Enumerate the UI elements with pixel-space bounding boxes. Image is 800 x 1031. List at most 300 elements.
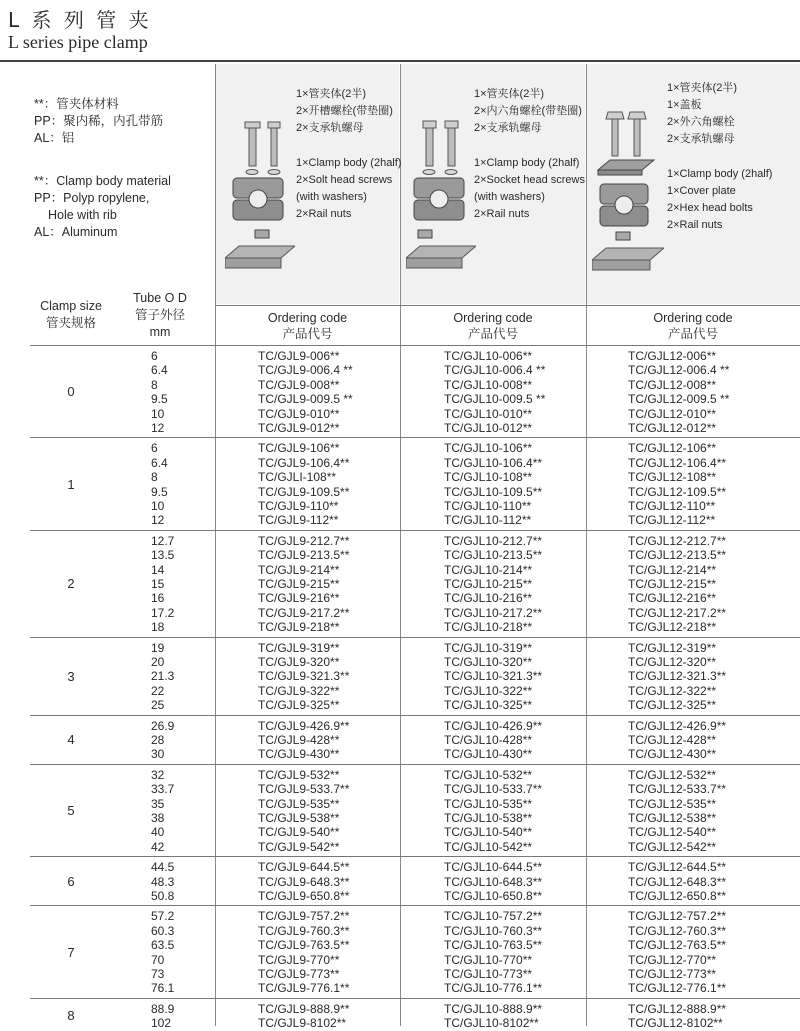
gjl12-code-cell: TC/GJL12-325**: [628, 698, 717, 713]
gjl10-code-cell: TC/GJL10-106.4**: [444, 455, 543, 470]
gjl12-code-cell: TC/GJL12-319**: [628, 640, 717, 655]
header-line: 产品代号: [282, 327, 333, 341]
gjl10-code-cell: TC/GJL10-532**: [444, 767, 533, 782]
tube-od-cell: 16: [151, 591, 165, 606]
gjl9-code-cell: TC/GJL9-426.9**: [258, 718, 350, 733]
header-rule: [215, 305, 800, 306]
tube-od-cell: 12: [151, 421, 165, 435]
gjl9-code-cell: TC/GJL9-112**: [258, 513, 339, 528]
gjl10-code-cell: TC/GJL10-218**: [444, 620, 533, 635]
table-row: [30, 577, 800, 591]
table-row: [30, 875, 800, 889]
header-ordering-code-gjl12: [586, 310, 800, 342]
clamp-kit-cover-plate-illustration: [592, 110, 664, 300]
gjl10-code-cell: TC/GJL10-540**: [444, 825, 533, 840]
tube-od-cell: 48.3: [151, 874, 175, 889]
table-row: [30, 889, 800, 903]
tube-od-cell: 8: [151, 470, 158, 485]
table-row: [30, 641, 800, 655]
tube-od-cell: 14: [151, 562, 165, 577]
table-row: [30, 485, 800, 499]
gjl12-code-cell: TC/GJL12-542**: [628, 839, 717, 854]
table-row: [30, 981, 800, 995]
tube-od-cell: 17.2: [151, 605, 175, 620]
gjl12-code-cell: TC/GJL12-426.9**: [628, 718, 727, 733]
header-ordering-code-gjl9: [215, 310, 400, 342]
clamp-kit-socket-illustration: [406, 118, 476, 300]
gjl10-code-cell: TC/GJL10-426.9**: [444, 718, 543, 733]
kit-line: 2×支承轨螺母: [667, 133, 735, 145]
kit-line: 2×Hex head bolts: [667, 202, 753, 214]
gjl9-code-cell: TC/GJL9-321.3**: [258, 669, 350, 684]
table-row: [30, 534, 800, 548]
gjl9-code-cell: TC/GJL9-012**: [258, 421, 340, 435]
gjl10-code-cell: TC/GJL10-650.8**: [444, 888, 543, 903]
gjl9-code-cell: TC/GJL9-770**: [258, 952, 340, 967]
table-row: [30, 782, 800, 796]
gjl10-code-cell: TC/GJL10-8102**: [444, 1016, 539, 1031]
gjl10-code-cell: TC/GJL10-320**: [444, 654, 533, 669]
table-row: [30, 825, 800, 839]
note-line: PP：聚内稀，内孔带筋: [34, 114, 164, 128]
gjl12-code-cell: TC/GJL12-773**: [628, 966, 717, 981]
tube-od-cell: 57.2: [151, 909, 175, 924]
table-row: [30, 719, 800, 733]
tube-od-cell: 88.9: [151, 1001, 175, 1016]
clamp-size-label: 7: [67, 944, 75, 960]
tube-od-cell: 10: [151, 406, 165, 421]
gjl9-code-cell: TC/GJL9-320**: [258, 654, 340, 669]
kit-line: 2×Socket head screws: [474, 174, 585, 186]
gjl12-code-cell: TC/GJL12-109.5**: [628, 484, 727, 499]
kit-contents-gjl12: [667, 80, 772, 234]
clamp-size-label: 8: [67, 1008, 75, 1024]
gjl9-code-cell: TC/GJL9-216**: [258, 591, 340, 606]
header-ordering-code-gjl10: [400, 310, 586, 342]
header-line: mm: [149, 325, 171, 339]
tube-od-cell: 6: [151, 441, 158, 456]
tube-od-cell: 25: [151, 698, 165, 713]
clamp-size-label: 1: [67, 476, 75, 492]
material-notes-cn: [34, 96, 171, 147]
gjl9-code-cell: TC/GJL9-428**: [258, 732, 340, 747]
gjl12-code-cell: TC/GJL12-321.3**: [628, 669, 727, 684]
gjl12-code-cell: TC/GJL12-650.8**: [628, 888, 727, 903]
gjl9-code-cell: TC/GJL9-006.4 **: [258, 363, 353, 378]
group-divider: [30, 637, 800, 638]
gjl10-code-cell: TC/GJL10-108**: [444, 470, 533, 485]
gjl9-code-cell: TC/GJL9-009.5 **: [258, 392, 353, 407]
gjl10-code-cell: TC/GJL10-322**: [444, 683, 533, 698]
tube-od-cell: 44.5: [151, 860, 175, 875]
kit-line: 1×管夹体(2半): [296, 88, 366, 100]
note-line: AL：Aluminum: [34, 225, 118, 239]
gjl10-code-cell: TC/GJL10-112**: [444, 513, 532, 528]
group-divider: [30, 856, 800, 857]
header-clamp-size: [30, 298, 112, 332]
gjl9-code-cell: TC/GJL9-106**: [258, 441, 340, 456]
tube-od-cell: 18: [151, 620, 165, 635]
gjl12-code-cell: TC/GJL12-540**: [628, 825, 717, 840]
clamp-size-group: [30, 1002, 800, 1031]
kit-line: 2×Rail nuts: [474, 208, 530, 220]
clamp-size-label: 0: [67, 384, 75, 400]
tube-od-cell: 102: [151, 1016, 172, 1031]
table-row: [30, 456, 800, 470]
group-divider: [30, 764, 800, 765]
gjl9-code-cell: TC/GJL9-109.5**: [258, 484, 350, 499]
gjl10-code-cell: TC/GJL10-430**: [444, 747, 533, 762]
gjl9-code-cell: TC/GJL9-776.1**: [258, 981, 350, 996]
gjl10-code-cell: TC/GJL10-325**: [444, 698, 533, 713]
gjl10-code-cell: TC/GJL10-776.1**: [444, 981, 543, 996]
table-row: [30, 363, 800, 377]
material-notes: [34, 96, 171, 241]
tube-od-cell: 35: [151, 796, 165, 811]
tube-od-cell: 63.5: [151, 938, 175, 953]
note-line: AL：铝: [34, 131, 75, 145]
kit-contents-gjl10: [474, 86, 585, 223]
tube-od-cell: 30: [151, 747, 165, 762]
table-row: [30, 620, 800, 634]
gjl9-code-cell: TC/GJL9-319**: [258, 640, 340, 655]
gjl12-code-cell: TC/GJL12-776.1**: [628, 981, 727, 996]
gjl10-code-cell: TC/GJL10-644.5**: [444, 860, 543, 875]
gjl12-code-cell: TC/GJL12-106**: [628, 441, 717, 456]
note-line: PP：Polyp ropylene,: [34, 191, 150, 205]
gjl9-code-cell: TC/GJL9-110**: [258, 498, 339, 513]
gjl10-code-cell: TC/GJL10-428**: [444, 732, 533, 747]
gjl12-code-cell: TC/GJL12-770**: [628, 952, 717, 967]
gjl10-code-cell: TC/GJL10-009.5 **: [444, 392, 546, 407]
clamp-kit-socket-illustration: [225, 118, 295, 300]
gjl9-code-cell: TC/GJL9-008**: [258, 377, 340, 392]
gjl9-code-cell: TC/GJL9-325**: [258, 698, 340, 713]
gjl9-code-cell: TC/GJL9-888.9**: [258, 1001, 350, 1016]
gjl12-code-cell: TC/GJL12-006**: [628, 349, 717, 363]
table-row: [30, 470, 800, 484]
header-line: 管子外径: [134, 308, 185, 322]
table-row: [30, 698, 800, 712]
header-line: Tube O D: [133, 291, 187, 305]
tube-od-cell: 32: [151, 767, 165, 782]
tube-od-cell: 33.7: [151, 782, 175, 797]
gjl10-code-cell: TC/GJL10-757.2**: [444, 909, 543, 924]
note-line: **：管夹体材料: [34, 97, 119, 111]
gjl12-code-cell: TC/GJL12-213.5**: [628, 548, 727, 563]
tube-od-cell: 12: [151, 513, 165, 528]
tube-od-cell: 15: [151, 576, 165, 591]
gjl9-code-cell: TC/GJL9-430**: [258, 747, 340, 762]
header-rule: [30, 345, 800, 346]
gjl10-code-cell: TC/GJL10-319**: [444, 640, 533, 655]
gjl9-code-cell: TC/GJL9-8102**: [258, 1016, 347, 1031]
gjl12-code-cell: TC/GJL12-535**: [628, 796, 717, 811]
gjl10-code-cell: TC/GJL10-888.9**: [444, 1001, 543, 1016]
tube-od-cell: 76.1: [151, 981, 175, 996]
gjl10-code-cell: TC/GJL10-770**: [444, 952, 533, 967]
clamp-size-group: [30, 909, 800, 995]
gjl12-code-cell: TC/GJL12-217.2**: [628, 605, 727, 620]
clamp-size-group: [30, 860, 800, 903]
gjl12-code-cell: TC/GJL12-218**: [628, 620, 717, 635]
gjl12-code-cell: TC/GJL12-532**: [628, 767, 717, 782]
gjl12-code-cell: TC/GJL12-010**: [628, 406, 717, 421]
tube-od-cell: 60.3: [151, 923, 175, 938]
gjl9-code-cell: TC/GJL9-010**: [258, 406, 340, 421]
table-row: [30, 513, 800, 527]
header-line: Ordering code: [453, 311, 533, 325]
table-row: [30, 421, 800, 435]
gjl12-code-cell: TC/GJL12-533.7**: [628, 782, 727, 797]
clamp-size-label: 4: [67, 732, 75, 748]
gjl12-code-cell: TC/GJL12-322**: [628, 683, 717, 698]
table-row: [30, 938, 800, 952]
header-line: 管夹规格: [45, 316, 96, 330]
gjl12-code-cell: TC/GJL12-430**: [628, 747, 717, 762]
kit-line: 2×内六角螺栓(带垫圈): [474, 105, 582, 117]
gjl12-code-cell: TC/GJL12-215**: [628, 576, 717, 591]
group-divider: [30, 715, 800, 716]
table-row: [30, 563, 800, 577]
gjl12-code-cell: TC/GJL12-216**: [628, 591, 717, 606]
header-tube-od: [120, 290, 200, 341]
tube-od-cell: 28: [151, 732, 165, 747]
kit-line: 1×Clamp body (2half): [474, 157, 580, 169]
table-row: [30, 655, 800, 669]
tube-od-cell: 22: [151, 683, 165, 698]
note-line: Hole with rib: [48, 208, 117, 222]
kit-line: 1×Clamp body (2half): [667, 168, 773, 180]
gjl9-code-cell: TC/GJL9-532**: [258, 767, 340, 782]
gjl12-code-cell: TC/GJL12-008**: [628, 377, 717, 392]
gjl10-code-cell: TC/GJL10-008**: [444, 377, 533, 392]
gjl10-code-cell: TC/GJL10-535**: [444, 796, 533, 811]
gjl9-code-cell: TC/GJL9-218**: [258, 620, 340, 635]
gjl9-code-cell: TC/GJL9-540**: [258, 825, 340, 840]
tube-od-cell: 6: [151, 349, 158, 363]
header-line: 产品代号: [467, 327, 518, 341]
kit-line: (with washers): [296, 191, 367, 203]
gjl9-code-cell: TC/GJL9-213.5**: [258, 548, 350, 563]
table-row: [30, 924, 800, 938]
gjl10-code-cell: TC/GJL10-109.5**: [444, 484, 543, 499]
tube-od-cell: 9.5: [151, 484, 168, 499]
table-row: [30, 378, 800, 392]
header-line: Ordering code: [653, 311, 733, 325]
table-row: [30, 548, 800, 562]
table-row: [30, 606, 800, 620]
gjl12-code-cell: TC/GJL12-112**: [628, 513, 716, 528]
clamp-size-group: [30, 768, 800, 854]
tube-od-cell: 40: [151, 825, 165, 840]
header-line: Ordering code: [267, 311, 348, 325]
tube-od-cell: 26.9: [151, 718, 175, 733]
table-row: [30, 441, 800, 455]
material-notes-en: [34, 173, 171, 241]
gjl9-code-cell: TC/GJL9-533.7**: [258, 782, 350, 797]
tube-od-cell: 20: [151, 654, 165, 669]
gjl9-code-cell: TC/GJL9-757.2**: [258, 909, 350, 924]
gjl10-code-cell: TC/GJL10-006.4 **: [444, 363, 546, 378]
table-row: [30, 733, 800, 747]
table-row: [30, 407, 800, 421]
table-row: [30, 967, 800, 981]
title-rule: [0, 60, 800, 62]
kit-line: 2×开槽螺栓(带垫圈): [296, 105, 393, 117]
kit-line: 2×Rail nuts: [296, 208, 352, 220]
gjl9-code-cell: TC/GJL9-322**: [258, 683, 340, 698]
gjl10-code-cell: TC/GJL10-214**: [444, 562, 533, 577]
gjl12-code-cell: TC/GJL12-538**: [628, 810, 717, 825]
table-row: [30, 349, 800, 363]
gjl10-code-cell: TC/GJL10-217.2**: [444, 605, 543, 620]
tube-od-cell: 50.8: [151, 888, 175, 903]
gjl12-code-cell: TC/GJL12-760.3**: [628, 923, 727, 938]
table-row: [30, 840, 800, 854]
clamp-size-label: 6: [67, 873, 75, 889]
header-line: Clamp size: [40, 299, 102, 313]
kit-line: 1×Cover plate: [667, 185, 736, 197]
kit-line: 2×外六角螺栓: [667, 116, 735, 128]
gjl12-code-cell: TC/GJL12-012**: [628, 421, 717, 435]
gjl12-code-cell: TC/GJL12-006.4 **: [628, 363, 730, 378]
tube-od-cell: 6.4: [151, 455, 168, 470]
gjl12-code-cell: TC/GJL12-8102**: [628, 1016, 723, 1031]
table-row: [30, 1016, 800, 1030]
gjl9-code-cell: TC/GJL9-215**: [258, 576, 340, 591]
table-row: [30, 797, 800, 811]
tube-od-cell: 70: [151, 952, 165, 967]
table-row: [30, 684, 800, 698]
gjl9-code-cell: TC/GJLI-108**: [258, 470, 337, 485]
tube-od-cell: 19: [151, 640, 165, 655]
gjl10-code-cell: TC/GJL10-110**: [444, 498, 532, 513]
gjl10-code-cell: TC/GJL10-542**: [444, 839, 533, 854]
group-divider: [30, 998, 800, 999]
clamp-size-label: 2: [67, 576, 75, 592]
clamp-size-group: [30, 719, 800, 762]
clamp-size-group: [30, 441, 800, 527]
tube-od-cell: 21.3: [151, 669, 175, 684]
clamp-size-group: [30, 349, 800, 435]
title-cn: L 系 列 管 夹: [8, 8, 152, 32]
kit-line: 1×Clamp body (2half): [296, 157, 402, 169]
table-row: [30, 747, 800, 761]
gjl12-code-cell: TC/GJL12-214**: [628, 562, 717, 577]
kit-line: 1×管夹体(2半): [474, 88, 544, 100]
kit-line: (with washers): [474, 191, 545, 203]
gjl10-code-cell: TC/GJL10-106**: [444, 441, 533, 456]
note-line: **：Clamp body material: [34, 174, 171, 188]
gjl9-code-cell: TC/GJL9-006**: [258, 349, 340, 363]
table-row: [30, 768, 800, 782]
table-row: [30, 953, 800, 967]
gjl10-code-cell: TC/GJL10-760.3**: [444, 923, 543, 938]
gjl10-code-cell: TC/GJL10-213.5**: [444, 548, 543, 563]
kit-line: 1×管夹体(2半): [667, 82, 737, 94]
gjl9-code-cell: TC/GJL9-650.8**: [258, 888, 350, 903]
gjl9-code-cell: TC/GJL9-214**: [258, 562, 340, 577]
gjl9-code-cell: TC/GJL9-773**: [258, 966, 340, 981]
gjl10-code-cell: TC/GJL10-538**: [444, 810, 533, 825]
tube-od-cell: 6.4: [151, 363, 168, 378]
gjl12-code-cell: TC/GJL12-212.7**: [628, 533, 727, 548]
gjl10-code-cell: TC/GJL10-773**: [444, 966, 533, 981]
gjl9-code-cell: TC/GJL9-542**: [258, 839, 340, 854]
gjl10-code-cell: TC/GJL10-212.7**: [444, 533, 543, 548]
gjl9-code-cell: TC/GJL9-212.7**: [258, 533, 350, 548]
gjl10-code-cell: TC/GJL10-215**: [444, 576, 533, 591]
tube-od-cell: 38: [151, 810, 165, 825]
table-row: [30, 860, 800, 874]
gjl9-code-cell: TC/GJL9-535**: [258, 796, 340, 811]
gjl12-code-cell: TC/GJL12-106.4**: [628, 455, 727, 470]
header-line: 产品代号: [667, 327, 718, 341]
gjl9-code-cell: TC/GJL9-644.5**: [258, 860, 350, 875]
gjl12-code-cell: TC/GJL12-648.3**: [628, 874, 727, 889]
tube-od-cell: 13.5: [151, 548, 175, 563]
table-row: [30, 669, 800, 683]
clamp-size-label: 3: [67, 668, 75, 684]
gjl12-code-cell: TC/GJL12-888.9**: [628, 1001, 727, 1016]
gjl10-code-cell: TC/GJL10-012**: [444, 421, 533, 435]
gjl9-code-cell: TC/GJL9-648.3**: [258, 874, 350, 889]
gjl9-code-cell: TC/GJL9-760.3**: [258, 923, 350, 938]
tube-od-cell: 8: [151, 377, 158, 392]
kit-line: 2×支承轨螺母: [296, 122, 364, 134]
gjl9-code-cell: TC/GJL9-106.4**: [258, 455, 350, 470]
table-row: [30, 591, 800, 605]
group-divider: [30, 530, 800, 531]
clamp-size-group: [30, 641, 800, 713]
table-row: [30, 811, 800, 825]
kit-line: 1×盖板: [667, 99, 702, 111]
gjl12-code-cell: TC/GJL12-757.2**: [628, 909, 727, 924]
kit-line: 2×支承轨螺母: [474, 122, 542, 134]
gjl10-code-cell: TC/GJL10-006**: [444, 349, 533, 363]
table-row: [30, 392, 800, 406]
tube-od-cell: 10: [151, 498, 165, 513]
tube-od-cell: 12.7: [151, 533, 175, 548]
clamp-size-label: 5: [67, 802, 75, 818]
group-divider: [30, 905, 800, 906]
gjl9-code-cell: TC/GJL9-538**: [258, 810, 340, 825]
gjl10-code-cell: TC/GJL10-533.7**: [444, 782, 543, 797]
gjl12-code-cell: TC/GJL12-110**: [628, 498, 716, 513]
gjl12-code-cell: TC/GJL12-644.5**: [628, 860, 727, 875]
title-en: L series pipe clamp: [8, 32, 148, 52]
group-divider: [30, 437, 800, 438]
tube-od-cell: 9.5: [151, 392, 168, 407]
gjl12-code-cell: TC/GJL12-320**: [628, 654, 717, 669]
gjl10-code-cell: TC/GJL10-763.5**: [444, 938, 543, 953]
gjl9-code-cell: TC/GJL9-763.5**: [258, 938, 350, 953]
clamp-size-group: [30, 534, 800, 635]
gjl12-code-cell: TC/GJL12-428**: [628, 732, 717, 747]
kit-contents-gjl9: [296, 86, 401, 223]
gjl10-code-cell: TC/GJL10-648.3**: [444, 874, 543, 889]
gjl12-code-cell: TC/GJL12-108**: [628, 470, 717, 485]
gjl10-code-cell: TC/GJL10-321.3**: [444, 669, 543, 684]
table-row: [30, 1002, 800, 1016]
kit-line: 2×Solt head screws: [296, 174, 393, 186]
kit-line: 2×Rail nuts: [667, 219, 723, 231]
tube-od-cell: 42: [151, 839, 165, 854]
gjl10-code-cell: TC/GJL10-216**: [444, 591, 533, 606]
tube-od-cell: 73: [151, 966, 165, 981]
table-row: [30, 499, 800, 513]
